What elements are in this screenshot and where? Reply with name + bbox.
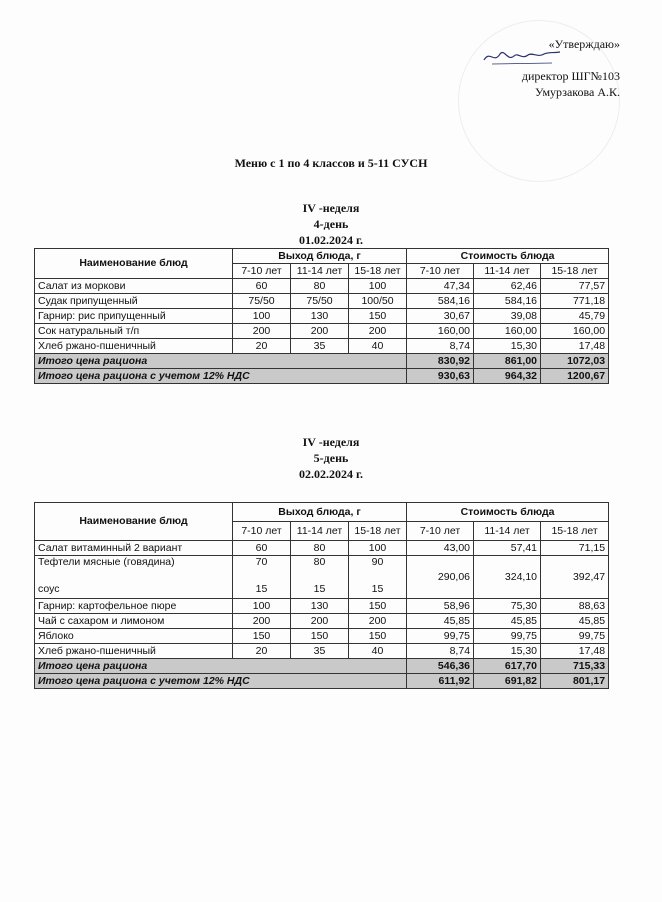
yield-15-18 xyxy=(349,556,407,599)
cost-11-14: 75,30 xyxy=(474,599,541,614)
yield-11-14: 35 xyxy=(291,644,349,659)
cost-7-10: 99,75 xyxy=(407,629,474,644)
yield-15-18: 40 xyxy=(349,339,407,354)
cost-7-10: 160,00 xyxy=(407,324,474,339)
table-row xyxy=(35,614,609,629)
table-row xyxy=(35,324,609,339)
director-name: Умурзакова А.К. xyxy=(535,85,620,99)
header-age-11-14: 11-14 лет xyxy=(291,522,349,541)
dish-name: Хлеб ржано-пшеничный xyxy=(35,339,233,354)
dish-name: Судак припущенный xyxy=(35,294,233,309)
approval-block xyxy=(480,36,620,100)
cost-15-18: 77,57 xyxy=(541,279,609,294)
header-cost-15-18: 15-18 лет xyxy=(541,264,609,279)
total-label: Итого цена рациона xyxy=(35,659,407,674)
cost-15-18: 17,48 xyxy=(541,644,609,659)
total-11-14: 617,70 xyxy=(474,659,541,674)
yield-11-14: 80 xyxy=(291,279,349,294)
yield-7-10: 200 xyxy=(233,324,291,339)
yield-11-14: 130 xyxy=(291,599,349,614)
yield-7-10: 100 xyxy=(233,599,291,614)
yield-11-14: 150 xyxy=(291,629,349,644)
total-row xyxy=(35,659,609,674)
table-row xyxy=(35,279,609,294)
day2-heading xyxy=(0,434,662,482)
header-cost: Стоимость блюда xyxy=(407,503,609,522)
cost-11-14: 160,00 xyxy=(474,324,541,339)
header-age-15-18: 15-18 лет xyxy=(349,264,407,279)
dish-name-sauce: соус xyxy=(38,583,60,595)
yield-15-18: 100 xyxy=(349,541,407,556)
header-cost-11-14: 11-14 лет xyxy=(474,522,541,541)
dish-name: Яблоко xyxy=(35,629,233,644)
cost-15-18: 99,75 xyxy=(541,629,609,644)
header-age-11-14: 11-14 лет xyxy=(291,264,349,279)
dish-name: Гарнир: картофельное пюре xyxy=(35,599,233,614)
cost-15-18: 17,48 xyxy=(541,339,609,354)
header-cost: Стоимость блюда xyxy=(407,249,609,264)
yield-7-10: 20 xyxy=(233,644,291,659)
cost-7-10: 584,16 xyxy=(407,294,474,309)
document-title: Меню с 1 по 4 классов и 5-11 СУСН xyxy=(234,156,428,170)
day2-day: 5-день xyxy=(313,451,349,465)
total-vat-row xyxy=(35,674,609,689)
header-cost-15-18: 15-18 лет xyxy=(541,522,609,541)
header-age-7-10: 7-10 лет xyxy=(233,522,291,541)
cost-11-14: 324,10 xyxy=(474,556,541,599)
header-yield: Выход блюда, г xyxy=(233,249,407,264)
yield-7-10: 100 xyxy=(233,309,291,324)
yield-main: 90 xyxy=(371,556,384,568)
table-header-row xyxy=(35,503,609,522)
total-vat-7-10: 930,63 xyxy=(407,369,474,384)
cost-11-14: 15,30 xyxy=(474,339,541,354)
day2-date: 02.02.2024 г. xyxy=(298,467,364,481)
yield-15-18: 100/50 xyxy=(349,294,407,309)
dish-name: Салат витаминный 2 вариант xyxy=(35,541,233,556)
header-age-7-10: 7-10 лет xyxy=(233,264,291,279)
day1-menu-table xyxy=(34,248,609,384)
cost-15-18: 45,85 xyxy=(541,614,609,629)
cost-7-10: 58,96 xyxy=(407,599,474,614)
yield-7-10 xyxy=(233,556,291,599)
total-label: Итого цена рациона xyxy=(35,354,407,369)
total-vat-row xyxy=(35,369,609,384)
approve-label: «Утверждаю» xyxy=(548,37,620,51)
cost-7-10: 45,85 xyxy=(407,614,474,629)
yield-11-14: 80 xyxy=(291,541,349,556)
yield-main: 70 xyxy=(255,556,268,568)
day1-heading xyxy=(0,200,662,248)
cost-15-18: 45,79 xyxy=(541,309,609,324)
cost-11-14: 62,46 xyxy=(474,279,541,294)
header-cost-7-10: 7-10 лет xyxy=(407,264,474,279)
cost-11-14: 15,30 xyxy=(474,644,541,659)
dish-name: Салат из моркови xyxy=(35,279,233,294)
cost-15-18: 71,15 xyxy=(541,541,609,556)
table-row xyxy=(35,309,609,324)
cost-11-14: 39,08 xyxy=(474,309,541,324)
yield-7-10: 20 xyxy=(233,339,291,354)
director-position: директор ШГ№103 xyxy=(521,69,620,83)
yield-11-14: 200 xyxy=(291,324,349,339)
total-vat-11-14: 964,32 xyxy=(474,369,541,384)
header-yield: Выход блюда, г xyxy=(233,503,407,522)
cost-7-10: 290,06 xyxy=(407,556,474,599)
table-header-row xyxy=(35,249,609,264)
yield-15-18: 100 xyxy=(349,279,407,294)
dish-name: Тефтели мясные (говядина) xyxy=(38,556,175,568)
total-7-10: 546,36 xyxy=(407,659,474,674)
dish-name: Гарнир: рис припущенный xyxy=(35,309,233,324)
table-row xyxy=(35,629,609,644)
day1-week: IV -неделя xyxy=(302,201,360,215)
table-row xyxy=(35,556,609,599)
yield-sauce: 15 xyxy=(313,583,326,595)
cost-7-10: 8,74 xyxy=(407,644,474,659)
day2-week: IV -неделя xyxy=(302,435,360,449)
cost-7-10: 43,00 xyxy=(407,541,474,556)
header-cost-7-10: 7-10 лет xyxy=(407,522,474,541)
yield-11-14: 75/50 xyxy=(291,294,349,309)
dish-name: Чай с сахаром и лимоном xyxy=(35,614,233,629)
total-7-10: 830,92 xyxy=(407,354,474,369)
yield-15-18: 200 xyxy=(349,324,407,339)
total-vat-11-14: 691,82 xyxy=(474,674,541,689)
cost-15-18: 160,00 xyxy=(541,324,609,339)
dish-name: Сок натуральный т/п xyxy=(35,324,233,339)
cost-15-18: 88,63 xyxy=(541,599,609,614)
yield-11-14 xyxy=(291,556,349,599)
table-row xyxy=(35,294,609,309)
total-11-14: 861,00 xyxy=(474,354,541,369)
header-dish-name: Наименование блюд xyxy=(35,249,233,279)
cost-15-18: 392,47 xyxy=(541,556,609,599)
total-vat-15-18: 801,17 xyxy=(541,674,609,689)
yield-11-14: 130 xyxy=(291,309,349,324)
total-vat-label: Итого цена рациона с учетом 12% НДС xyxy=(35,674,407,689)
yield-15-18: 150 xyxy=(349,599,407,614)
yield-7-10: 60 xyxy=(233,541,291,556)
yield-7-10: 75/50 xyxy=(233,294,291,309)
cost-7-10: 47,34 xyxy=(407,279,474,294)
yield-15-18: 150 xyxy=(349,629,407,644)
yield-7-10: 200 xyxy=(233,614,291,629)
yield-15-18: 200 xyxy=(349,614,407,629)
total-vat-7-10: 611,92 xyxy=(407,674,474,689)
table-row xyxy=(35,541,609,556)
cost-7-10: 30,67 xyxy=(407,309,474,324)
total-vat-15-18: 1200,67 xyxy=(541,369,609,384)
yield-15-18: 150 xyxy=(349,309,407,324)
cost-7-10: 8,74 xyxy=(407,339,474,354)
total-row xyxy=(35,354,609,369)
header-dish-name: Наименование блюд xyxy=(35,503,233,541)
signature xyxy=(480,52,620,68)
yield-sauce: 15 xyxy=(371,583,384,595)
yield-main: 80 xyxy=(313,556,326,568)
cost-15-18: 771,18 xyxy=(541,294,609,309)
table-row xyxy=(35,339,609,354)
yield-7-10: 150 xyxy=(233,629,291,644)
dish-name: Хлеб ржано-пшеничный xyxy=(35,644,233,659)
total-15-18: 715,33 xyxy=(541,659,609,674)
yield-11-14: 200 xyxy=(291,614,349,629)
table-row xyxy=(35,599,609,614)
header-age-15-18: 15-18 лет xyxy=(349,522,407,541)
dish-name-multi xyxy=(35,556,233,599)
total-vat-label: Итого цена рациона с учетом 12% НДС xyxy=(35,369,407,384)
cost-11-14: 57,41 xyxy=(474,541,541,556)
day1-date: 01.02.2024 г. xyxy=(298,233,364,247)
yield-15-18: 40 xyxy=(349,644,407,659)
day1-day: 4-день xyxy=(313,217,349,231)
cost-11-14: 584,16 xyxy=(474,294,541,309)
yield-sauce: 15 xyxy=(255,583,268,595)
yield-7-10: 60 xyxy=(233,279,291,294)
day2-menu-table xyxy=(34,502,609,689)
table-row xyxy=(35,644,609,659)
yield-11-14: 35 xyxy=(291,339,349,354)
header-cost-11-14: 11-14 лет xyxy=(474,264,541,279)
total-15-18: 1072,03 xyxy=(541,354,609,369)
cost-11-14: 45,85 xyxy=(474,614,541,629)
cost-11-14: 99,75 xyxy=(474,629,541,644)
